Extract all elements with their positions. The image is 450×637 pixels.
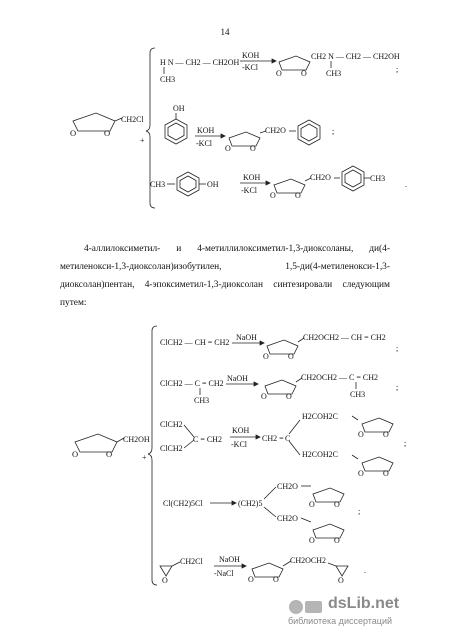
benzene-ring bbox=[177, 172, 199, 196]
methallyl-ether: CH2OCH2 — C = CH2 bbox=[301, 373, 378, 382]
svg-text:O: O bbox=[162, 576, 168, 585]
product-dioxolane-ring bbox=[309, 524, 344, 545]
allyl-chloride: ClCH2 — CH = CH2 bbox=[160, 338, 230, 347]
row-terminator: ; bbox=[396, 65, 399, 74]
row-terminator: ; bbox=[332, 127, 335, 136]
row-terminator: ; bbox=[396, 383, 399, 392]
paragraph-text: 4-аллилоксиметил- и 4-метиллилоксиметил-1,3-диоксоланы, ди(4-метиленокси-1,3-диоксолан)изобутилен, 1,5-ди(4-метиленокси-1,3-диоксолан)пентан, 4-эпоксиметил-1,3-диоксолан синтезировали следующим путем: bbox=[60, 244, 390, 308]
reagent-koh: KOH bbox=[243, 173, 261, 182]
svg-text:O: O bbox=[301, 69, 307, 78]
svg-text:O: O bbox=[334, 500, 340, 509]
watermark-subtitle: библиотека диссертаций bbox=[288, 616, 393, 626]
plus-sign: + bbox=[140, 136, 145, 145]
svg-text:O: O bbox=[70, 128, 77, 138]
svg-text:O: O bbox=[383, 469, 389, 478]
ether-link: CH2O bbox=[310, 173, 331, 182]
row-terminator: . bbox=[405, 180, 407, 189]
svg-text:O: O bbox=[309, 536, 315, 545]
svg-text:O: O bbox=[106, 449, 113, 459]
reactant-substituent: CH2OH bbox=[123, 435, 150, 444]
benzene-ring bbox=[165, 119, 187, 144]
svg-text:O: O bbox=[309, 500, 315, 509]
svg-text:O: O bbox=[358, 430, 364, 439]
product-dioxolane-ring bbox=[309, 488, 344, 509]
reagent-nacl: -NaCl bbox=[214, 569, 234, 578]
product-branch-bottom: CH2O bbox=[277, 514, 298, 523]
reagent-naoh: NaOH bbox=[227, 374, 248, 383]
amine-methyl: CH3 bbox=[160, 75, 176, 84]
dichloropentane: Cl(CH2)5Cl bbox=[163, 499, 203, 508]
reagent-kcl: -KCl bbox=[241, 186, 257, 195]
svg-text:O: O bbox=[286, 392, 292, 401]
product-methylene: CH2 = bbox=[262, 434, 284, 443]
allyl-ether: CH2OCH2 — CH = CH2 bbox=[303, 333, 386, 342]
methallyl-chloride: ClCH2 — C = CH2 bbox=[160, 379, 224, 388]
svg-text:O: O bbox=[273, 575, 279, 584]
dslib-logo-icon bbox=[288, 598, 324, 616]
reagent-kcl: -KCl bbox=[196, 139, 212, 148]
svg-text:O: O bbox=[225, 144, 231, 153]
reagent-koh: KOH bbox=[232, 426, 250, 435]
epoxide-ring bbox=[336, 566, 348, 585]
product-dioxolane-ring bbox=[358, 418, 393, 439]
product-methyl: CH3 bbox=[350, 390, 366, 399]
product-dioxolane-ring bbox=[261, 380, 296, 401]
page-number: 14 bbox=[220, 27, 230, 37]
reagent-koh: KOH bbox=[197, 126, 215, 135]
svg-text:O: O bbox=[261, 392, 267, 401]
svg-text:O: O bbox=[250, 144, 256, 153]
product-dioxolane-ring bbox=[248, 563, 283, 584]
product-dioxolane-ring bbox=[263, 340, 298, 361]
cresol-methyl: CH3 bbox=[150, 180, 166, 189]
svg-text:O: O bbox=[263, 352, 269, 361]
product-branch-top: CH2O bbox=[277, 482, 298, 491]
svg-text:O: O bbox=[104, 128, 111, 138]
product-dioxolane-ring bbox=[270, 179, 305, 200]
product-methyl: CH3 bbox=[370, 174, 386, 183]
svg-text:O: O bbox=[72, 449, 79, 459]
reagent-kcl: -KCl bbox=[242, 63, 258, 72]
svg-text:O: O bbox=[276, 69, 282, 78]
svg-text:O: O bbox=[334, 536, 340, 545]
reagent-clch2-bottom: ClCH2 bbox=[160, 444, 183, 453]
product-branch-top: H2COH2C bbox=[302, 412, 339, 421]
product-branch-bottom: H2COH2C bbox=[302, 450, 339, 459]
reagent-naoh: NaOH bbox=[219, 555, 240, 564]
row-terminator: ; bbox=[404, 439, 407, 448]
phenol-oh: OH bbox=[173, 104, 185, 113]
svg-text:O: O bbox=[288, 352, 294, 361]
reagent-alkene: C = CH2 bbox=[193, 435, 222, 444]
body-paragraph bbox=[60, 240, 390, 312]
product-chain: CH2 N — CH2 — CH2OH bbox=[311, 52, 400, 61]
scheme-2 bbox=[72, 326, 406, 585]
reactant-dioxolane-ring bbox=[70, 113, 115, 138]
product-carbon: C bbox=[285, 434, 291, 443]
glycidyl-ether: CH2OCH2 bbox=[290, 556, 327, 565]
epichlorohydrin-substituent: CH2Cl bbox=[180, 557, 203, 566]
benzene-ring bbox=[342, 166, 364, 191]
plus-sign: + bbox=[142, 453, 147, 462]
benzene-ring bbox=[298, 120, 320, 145]
watermark-title: dsLib.net bbox=[328, 595, 400, 612]
row-terminator: . bbox=[364, 566, 366, 575]
product-chain: (CH2)5 bbox=[238, 499, 263, 508]
svg-text:O: O bbox=[295, 191, 301, 200]
epoxide-ring bbox=[160, 566, 172, 585]
svg-text:O: O bbox=[358, 469, 364, 478]
reaction-brace bbox=[148, 326, 157, 585]
scheme-1 bbox=[70, 48, 407, 208]
product-methyl: CH3 bbox=[326, 69, 342, 78]
cresol-oh: OH bbox=[207, 180, 219, 189]
ether-link: CH2O bbox=[265, 126, 286, 135]
row-terminator: ; bbox=[358, 507, 361, 516]
row-terminator: ; bbox=[396, 344, 399, 353]
svg-text:O: O bbox=[248, 575, 254, 584]
reagent-kcl: -KCl bbox=[231, 440, 247, 449]
reactant-dioxolane-ring bbox=[72, 434, 117, 459]
product-dioxolane-ring bbox=[276, 56, 310, 78]
svg-text:O: O bbox=[270, 191, 276, 200]
reagent-koh: KOH bbox=[242, 51, 260, 60]
reagent-clch2-top: ClCH2 bbox=[160, 420, 183, 429]
product-dioxolane-ring bbox=[225, 132, 260, 153]
svg-text:O: O bbox=[383, 430, 389, 439]
svg-text:O: O bbox=[338, 576, 344, 585]
amine-formula: H N — CH2 — CH2OH bbox=[160, 58, 240, 67]
product-dioxolane-ring bbox=[358, 457, 393, 478]
reagent-methyl: CH3 bbox=[194, 396, 210, 405]
reagent-naoh: NaOH bbox=[236, 333, 257, 342]
reactant-substituent: CH2Cl bbox=[121, 115, 144, 124]
watermark bbox=[288, 595, 438, 628]
